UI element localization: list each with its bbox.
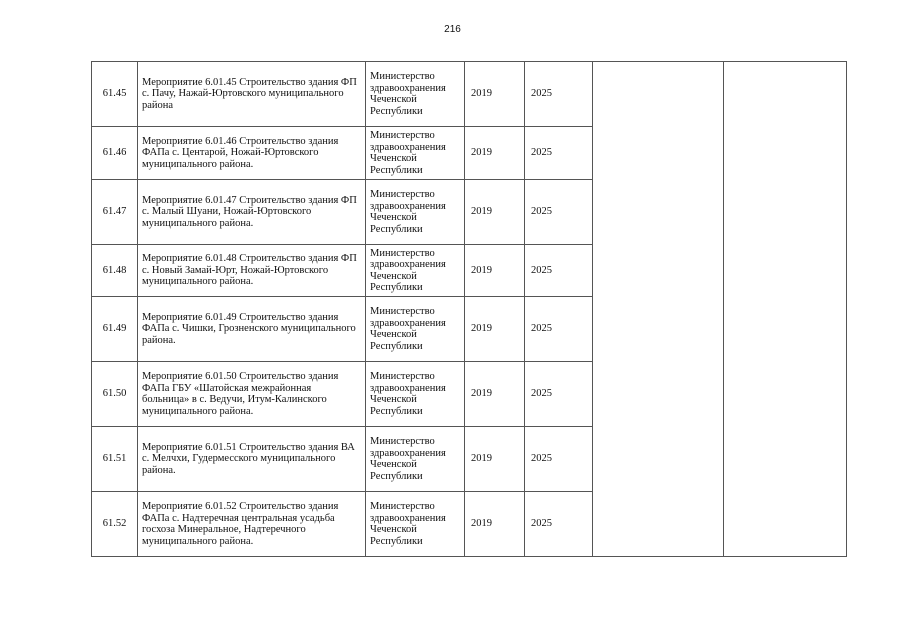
activity-name: Мероприятие 6.01.52 Строительство здания ФАПа с. Надтеречная центральная усадьба госхоза Минеральное, Надтеречного муниципального района. xyxy=(138,492,366,557)
executor: Министерство здравоохранения Чеченской Республики xyxy=(366,180,465,245)
executor: Министерство здравоохранения Чеченской Республики xyxy=(366,245,465,297)
activity-name: Мероприятие 6.01.51 Строительство здания ВА с. Мелчхи, Гудермесского муниципального района. xyxy=(138,427,366,492)
activity-name: Мероприятие 6.01.45 Строительство здания ФП с. Пачу, Нажай-Юртовского муниципального района xyxy=(138,62,366,127)
executor: Министерство здравоохранения Чеченской Республики xyxy=(366,127,465,180)
end-year: 2025 xyxy=(525,297,593,362)
row-number: 61.45 xyxy=(92,62,138,127)
activity-name: Мероприятие 6.01.48 Строительство здания ФП с. Новый Замай-Юрт, Ножай-Юртовского муниципального района. xyxy=(138,245,366,297)
start-year: 2019 xyxy=(465,180,525,245)
executor: Министерство здравоохранения Чеченской Республики xyxy=(366,62,465,127)
empty-column-6 xyxy=(593,62,724,557)
start-year: 2019 xyxy=(465,427,525,492)
executor: Министерство здравоохранения Чеченской Республики xyxy=(366,427,465,492)
row-number: 61.48 xyxy=(92,245,138,297)
start-year: 2019 xyxy=(465,492,525,557)
activity-name: Мероприятие 6.01.47 Строительство здания ФП с. Малый Шуани, Ножай-Юртовского муниципального района. xyxy=(138,180,366,245)
end-year: 2025 xyxy=(525,362,593,427)
end-year: 2025 xyxy=(525,245,593,297)
row-number: 61.49 xyxy=(92,297,138,362)
end-year: 2025 xyxy=(525,492,593,557)
row-number: 61.50 xyxy=(92,362,138,427)
start-year: 2019 xyxy=(465,127,525,180)
start-year: 2019 xyxy=(465,62,525,127)
activity-name: Мероприятие 6.01.50 Строительство здания ФАПа ГБУ «Шатойская межрайонная больница» в с. Ведучи, Итум-Калинского муниципального района. xyxy=(138,362,366,427)
executor: Министерство здравоохранения Чеченской Республики xyxy=(366,297,465,362)
end-year: 2025 xyxy=(525,127,593,180)
start-year: 2019 xyxy=(465,245,525,297)
page-number: 216 xyxy=(444,24,461,35)
executor: Министерство здравоохранения Чеченской Республики xyxy=(366,492,465,557)
table-row xyxy=(92,62,847,127)
row-number: 61.47 xyxy=(92,180,138,245)
row-number: 61.51 xyxy=(92,427,138,492)
executor: Министерство здравоохранения Чеченской Республики xyxy=(366,362,465,427)
end-year: 2025 xyxy=(525,62,593,127)
row-number: 61.46 xyxy=(92,127,138,180)
start-year: 2019 xyxy=(465,362,525,427)
start-year: 2019 xyxy=(465,297,525,362)
row-number: 61.52 xyxy=(92,492,138,557)
activity-name: Мероприятие 6.01.49 Строительство здания ФАПа с. Чишки, Грозненского муниципального района. xyxy=(138,297,366,362)
empty-column-7 xyxy=(724,62,847,557)
end-year: 2025 xyxy=(525,427,593,492)
activity-name: Мероприятие 6.01.46 Строительство здания ФАПа с. Центарой, Ножай-Юртовского муниципального района. xyxy=(138,127,366,180)
program-activities-table xyxy=(91,61,847,557)
end-year: 2025 xyxy=(525,180,593,245)
